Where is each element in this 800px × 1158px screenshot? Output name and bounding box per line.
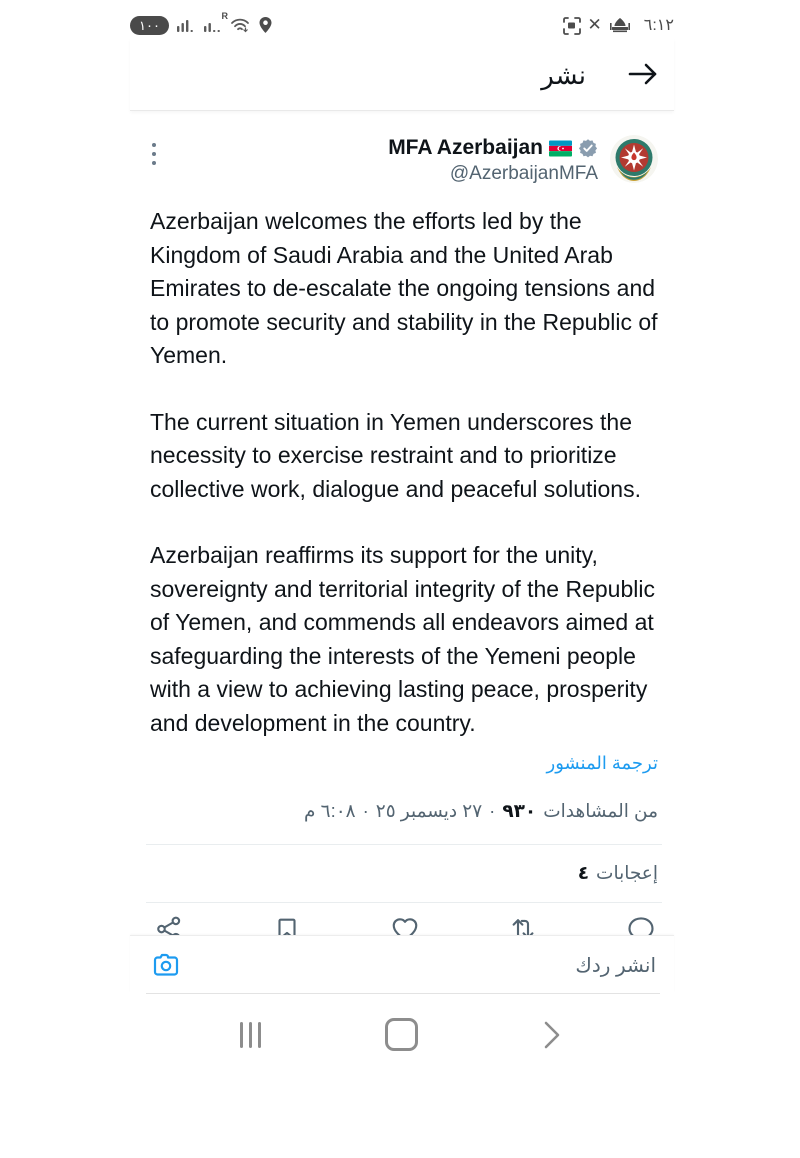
status-bar bbox=[130, 0, 674, 38]
signal-r-icon bbox=[203, 11, 228, 33]
reply-icon[interactable] bbox=[626, 914, 656, 935]
tweet-actions bbox=[130, 903, 674, 935]
page-header bbox=[130, 38, 674, 111]
nav-home-button[interactable] bbox=[385, 1018, 418, 1051]
location-icon bbox=[258, 16, 273, 34]
camera-button[interactable] bbox=[152, 952, 180, 978]
phone-screen bbox=[130, 0, 674, 1051]
more-menu-button[interactable] bbox=[152, 143, 156, 165]
meta-separator: · bbox=[362, 800, 369, 821]
likes-count: ٤ bbox=[577, 862, 590, 883]
tweet-meta bbox=[130, 800, 658, 822]
tweet-date: ٢٧ ديسمبر ٢٥ bbox=[375, 800, 483, 821]
roaming-label: R bbox=[221, 11, 228, 21]
author-name[interactable]: MFA Azerbaijan bbox=[388, 136, 543, 159]
mosque-icon bbox=[609, 17, 631, 33]
views-label: من المشاهدات bbox=[543, 800, 658, 821]
tweet-text bbox=[150, 205, 658, 740]
tweet-paragraph: The current situation in Yemen underscores the necessity to exercise restraint and to prioritize collective work, dialogue and peaceful solutions. bbox=[150, 408, 641, 502]
tweet-paragraph: Azerbaijan welcomes the efforts led by the Kingdom of Saudi Arabia and the United Arab Emirates to de-escalate the ongoing tensions and to promote security and stability in the Republic of Yemen. bbox=[150, 208, 658, 368]
translate-post-link[interactable]: ترجمة المنشور bbox=[546, 753, 658, 773]
retweet-icon[interactable] bbox=[508, 914, 538, 935]
back-arrow-button[interactable] bbox=[626, 60, 660, 88]
author-block bbox=[388, 135, 658, 185]
reply-placeholder[interactable]: انشر ردك bbox=[575, 954, 656, 977]
verified-badge-icon bbox=[578, 138, 598, 158]
azerbaijan-flag-icon bbox=[549, 140, 572, 157]
page-title: نشر bbox=[541, 60, 586, 90]
likes-row[interactable] bbox=[130, 845, 674, 902]
android-nav-bar bbox=[130, 994, 674, 1051]
tweet-time: ٦:٠٨ م bbox=[304, 800, 356, 821]
tweet-paragraph: Azerbaijan reaffirms its support for the unity, sovereignty and territorial integrity of the Republic of Yemen, and commends all endeavors aimed at safeguarding the interests of the Yemeni people with a view to achieving lasting peace, prosperity and development in the country. bbox=[150, 542, 655, 736]
meta-separator: · bbox=[489, 800, 496, 821]
share-icon[interactable] bbox=[154, 914, 184, 935]
status-left-cluster bbox=[130, 11, 273, 35]
status-right-cluster bbox=[562, 15, 674, 35]
like-icon[interactable] bbox=[390, 914, 420, 935]
views-count: ٩٣٠ bbox=[502, 800, 537, 821]
likes-label: إعجابات bbox=[596, 862, 658, 883]
nav-back-button[interactable] bbox=[542, 1019, 562, 1051]
wifi-icon bbox=[230, 17, 251, 34]
screenshot-icon bbox=[562, 16, 581, 35]
signal-icon bbox=[176, 17, 196, 33]
tweet-header bbox=[130, 135, 674, 185]
avatar[interactable] bbox=[610, 135, 658, 183]
reply-bar[interactable] bbox=[130, 935, 674, 993]
battery-indicator: ١٠٠ bbox=[130, 16, 169, 35]
author-handle[interactable]: @AzerbaijanMFA bbox=[449, 163, 598, 184]
x-logo-icon: ✕ bbox=[587, 15, 602, 34]
nav-recents-button[interactable] bbox=[240, 1022, 261, 1048]
bookmark-icon[interactable] bbox=[272, 914, 302, 935]
status-time: ٦:١٢ bbox=[643, 17, 674, 34]
